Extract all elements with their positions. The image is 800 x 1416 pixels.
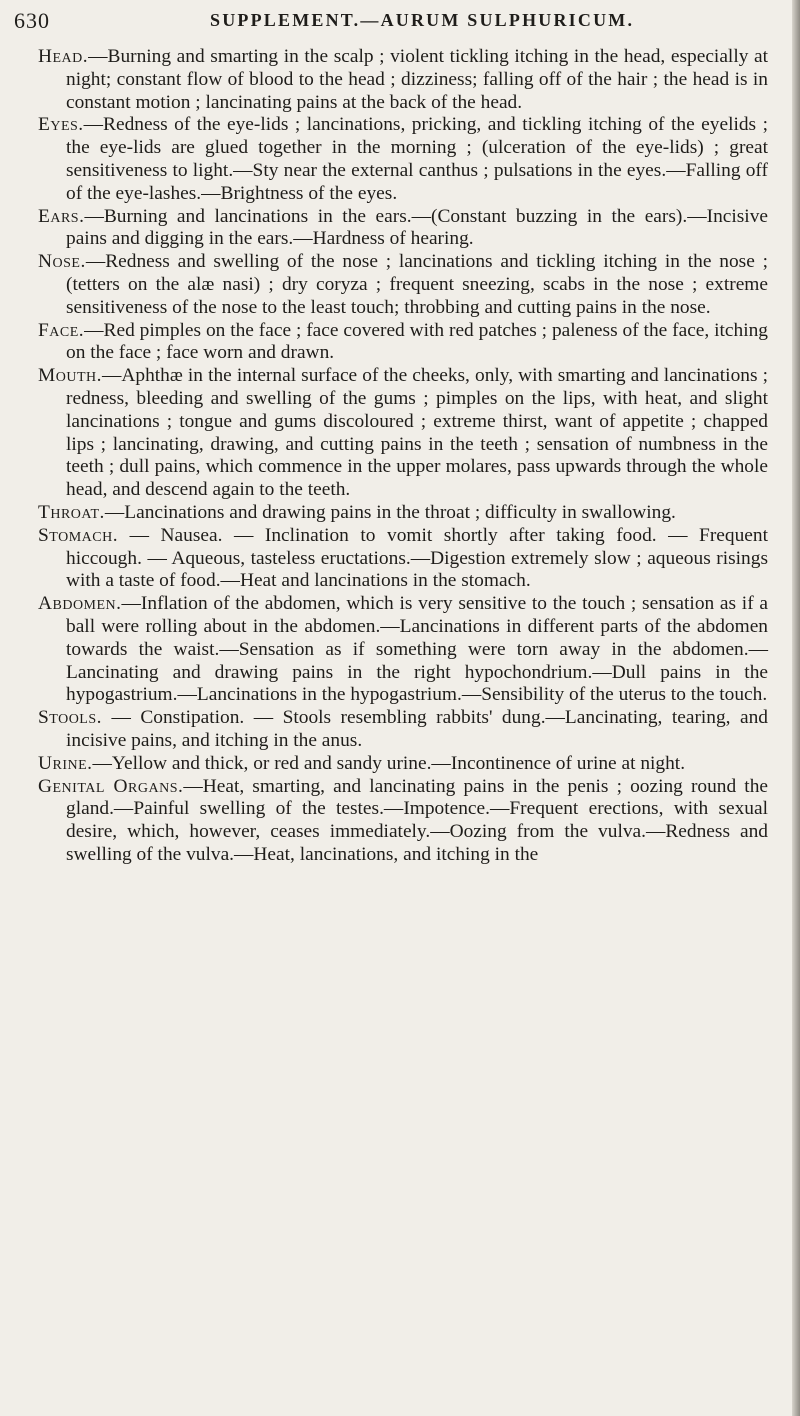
entry-text: —Yellow and thick, or red and sandy urine.—Incontinence of urine at night. (92, 752, 686, 774)
entry-text: —Inflation of the abdomen, which is very sensitive to the touch ; sensation as if a ball were rolling about in the abdomen.—Lancinations in different parts of the abdomen towards the waist.—Sensation as if something were torn away in the abdomen.—Lancinating and drawing pains in the right hypochondrium.—Dull pains in the hypogastrium.—Lancinations in the hypogastrium.—Sensibility of the uterus to the touch. (66, 593, 768, 706)
entry-heading: Stomach. (38, 524, 119, 546)
entry-text: —Red pimples on the face ; face covered with red patches ; paleness of the face, itching on the face ; face worn and drawn. (66, 319, 768, 364)
entry-throat (38, 502, 768, 525)
entry-text: — Constipation. — Stools resembling rabbits' dung.—Lancinating, tearing, and incisive pains, and itching in the anus. (66, 707, 768, 751)
entry-heading: Face. (38, 319, 85, 341)
entry-nose (38, 251, 768, 319)
running-title: SUPPLEMENT.—AURUM SULPHURICUM. (210, 10, 635, 30)
entry-stools (38, 707, 768, 753)
entry-heading: Stools. (38, 707, 102, 729)
entry-heading: Abdomen. (38, 593, 122, 615)
entry-heading: Nose. (38, 251, 86, 273)
entry-heading: Mouth. (38, 365, 102, 387)
entry-eyes (38, 114, 768, 205)
page-number: 630 (14, 8, 50, 33)
page-edge-shadow (792, 0, 800, 1416)
entry-face (38, 320, 768, 366)
entry-heading: Genital Organs. (38, 775, 184, 797)
entry-text: — Nausea. — Inclination to vomit shortly after taking food. — Frequent hiccough. — Aqueous, tasteless eructations.—Digestion extremely slow ; aqueous risings with a taste of food.—Heat and lancinations in the stomach. (66, 524, 768, 592)
entry-text: —Burning and lancinations in the ears.—(Constant buzzing in the ears).—Incisive pains and digging in the ears.—Hardness of hearing. (66, 205, 768, 250)
entry-text: —Aphthæ in the internal surface of the cheeks, only, with smarting and lancinations ; redness, bleeding and swelling of the gums ; pimples on the lips, with heat, and slight lancinations ; tongue and gums discoloured ; extreme thirst, want of appetite ; chapped lips ; lancinating, drawing, and cutting pains in the teeth ; sensation of numbness in the teeth ; dull pains, which commence in the upper molares, pass upwards through the whole head, and descend again to the teeth. (66, 365, 768, 501)
entry-heading: Eyes. (38, 114, 84, 136)
entry-heading: Head. (38, 46, 89, 67)
entry-heading: Throat. (38, 501, 105, 523)
page-header (0, 0, 800, 40)
entry-genital-organs (38, 776, 768, 867)
entry-head (38, 46, 768, 114)
entry-text: —Burning and smarting in the scalp ; violent tickling itching in the head, especially at night; constant flow of blood to the head ; dizziness; falling off of the hair ; the head is in constant motion ; lancinating pains at the back of the head. (66, 46, 768, 113)
entry-ears (38, 206, 768, 252)
entry-text: —Heat, smarting, and lancinating pains in the penis ; oozing round the gland.—Painful swelling of the testes.—Impotence.—Frequent erections, with sexual desire, which, however, ceases immediately.—Oozing from the vulva.—Redness and swelling of the vulva.—Heat, lancinations, and itching in the (66, 775, 768, 865)
entry-text: —Lancinations and drawing pains in the throat ; difficulty in swallowing. (104, 501, 676, 523)
entry-heading: Urine. (38, 752, 93, 774)
entry-urine (38, 753, 768, 776)
entry-text: —Redness of the eye-lids ; lancinations, pricking, and tickling itching of the eyelids ; the eye-lids are glued together in the morning ; (ulceration of the eye-lids) ; great sensitiveness to light.—Sty near the external canthus ; pulsations in the eyes.—Falling off of the eye-lashes.—Brightness of the eyes. (66, 114, 768, 204)
entry-stomach (38, 525, 768, 593)
entry-heading: Ears. (38, 205, 85, 227)
entry-mouth (38, 365, 768, 502)
entry-abdomen (38, 593, 768, 707)
entry-text: —Redness and swelling of the nose ; lancinations and tickling itching in the nose ; (tetters on the alæ nasi) ; dry coryza ; frequent sneezing, scabs in the nose ; extreme sensitiveness of the nose to the least touch; throbbing and cutting pains in the nose. (66, 251, 768, 318)
symptom-list (38, 46, 768, 867)
